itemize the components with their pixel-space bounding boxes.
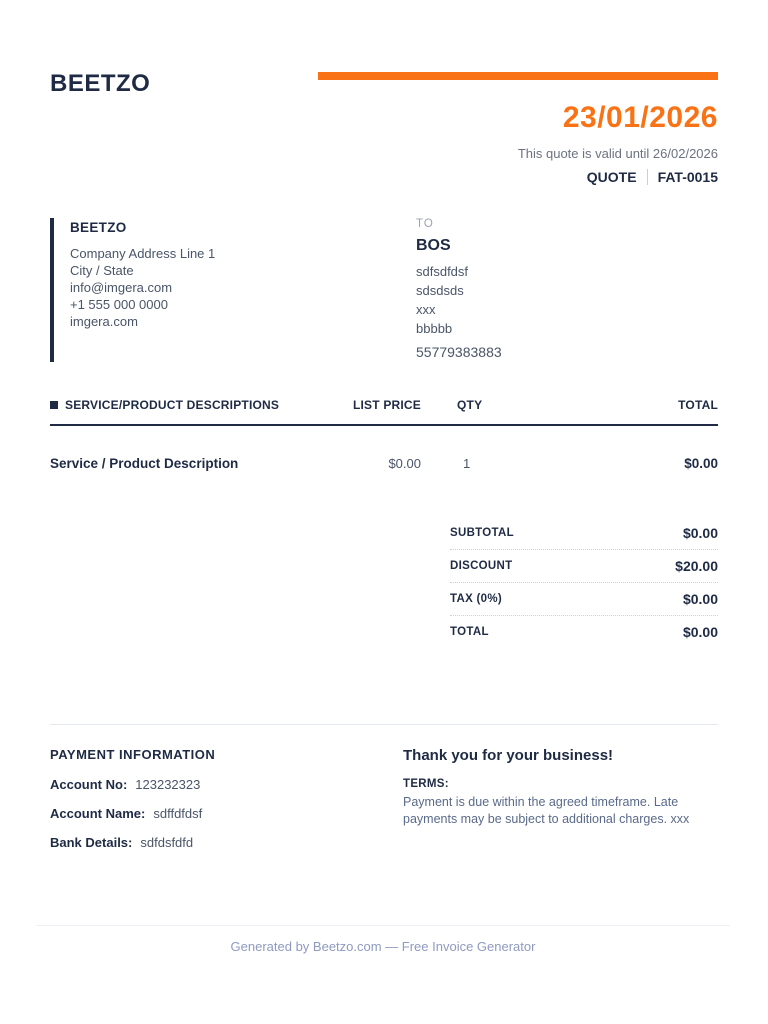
from-address-line: Company Address Line 1 — [70, 246, 216, 262]
account-no-row — [50, 777, 403, 792]
account-name-row — [50, 806, 403, 821]
payment-information-title: PAYMENT INFORMATION — [50, 747, 216, 763]
thank-you-message: Thank you for your business! — [403, 747, 614, 765]
totals-summary — [450, 517, 718, 648]
to-phone-number: 55779383883 — [416, 344, 502, 361]
accent-bar — [318, 72, 718, 80]
col-header-qty: QTY — [457, 398, 483, 413]
to-detail-line: sdsdsds — [416, 283, 464, 299]
to-client-name: BOS — [416, 237, 451, 255]
from-company-name: BEETZO — [70, 220, 127, 236]
header-meta — [50, 102, 718, 186]
total-value: $0.00 — [682, 624, 718, 641]
doc-type-label: QUOTE — [586, 169, 637, 186]
bottom-section-divider — [50, 724, 718, 725]
square-bullet-icon — [50, 401, 58, 409]
tax-label: TAX (0%) — [450, 593, 503, 606]
to-detail-line: bbbbb — [416, 321, 453, 337]
bank-details-label: Bank Details: — [50, 835, 133, 851]
tax-row — [450, 583, 718, 616]
items-table-header — [50, 398, 718, 426]
discount-value: $20.00 — [675, 558, 718, 575]
col-header-total: TOTAL — [678, 398, 718, 413]
from-email: info@imgera.com — [70, 280, 173, 296]
from-block — [50, 218, 416, 362]
generator-credit: Generated by Beetzo.com — Free Invoice Generator — [230, 939, 536, 954]
from-address-line: City / State — [70, 263, 134, 279]
payment-information-block — [50, 747, 403, 864]
item-total: $0.00 — [684, 456, 718, 472]
to-detail-line: xxx — [416, 302, 436, 318]
subtotal-label: SUBTOTAL — [450, 527, 514, 540]
col-header-description-label: SERVICE/PRODUCT DESCRIPTIONS — [65, 398, 280, 413]
doc-divider — [647, 169, 648, 185]
bank-details-row — [50, 835, 403, 850]
account-name-value: sdffdfdsf — [153, 806, 203, 822]
bottom-section — [50, 747, 718, 864]
total-row — [450, 616, 718, 648]
item-description: Service / Product Description — [50, 456, 239, 472]
company-logo: BEETZO — [50, 70, 151, 97]
bank-details-value: sdfdsfdfd — [140, 835, 194, 851]
col-header-list-price: LIST PRICE — [352, 398, 421, 413]
to-detail-line: sdfsdfdsf — [416, 264, 469, 280]
thanks-block — [403, 747, 718, 864]
to-label: TO — [416, 218, 434, 231]
parties-section — [50, 218, 718, 362]
account-no-label: Account No: — [50, 777, 128, 793]
terms-label: TERMS: — [403, 778, 449, 791]
discount-row — [450, 550, 718, 583]
doc-id-line — [50, 169, 718, 185]
subtotal-value: $0.00 — [682, 525, 718, 542]
tax-value: $0.00 — [682, 591, 718, 608]
subtotal-row — [450, 517, 718, 550]
item-row — [50, 426, 718, 471]
to-block — [416, 218, 718, 362]
discount-label: DISCOUNT — [450, 560, 513, 573]
from-website: imgera.com — [70, 314, 138, 330]
account-no-value: 123232323 — [135, 777, 201, 793]
total-label: TOTAL — [450, 626, 489, 639]
item-list-price: $0.00 — [388, 456, 421, 472]
items-table — [50, 398, 718, 471]
item-qty: 1 — [463, 456, 471, 472]
account-name-label: Account Name: — [50, 806, 146, 822]
terms-text: Payment is due within the agreed timeframe. Late payments may be subject to additional charges. xxx — [403, 795, 690, 827]
quote-date: 23/01/2026 — [562, 100, 718, 134]
footer — [36, 925, 730, 954]
validity-note: This quote is valid until 26/02/2026 — [517, 146, 718, 162]
doc-number: FAT-0015 — [657, 169, 718, 186]
from-phone: +1 555 000 0000 — [70, 297, 168, 313]
header-row — [50, 70, 718, 99]
col-header-description — [50, 398, 311, 412]
